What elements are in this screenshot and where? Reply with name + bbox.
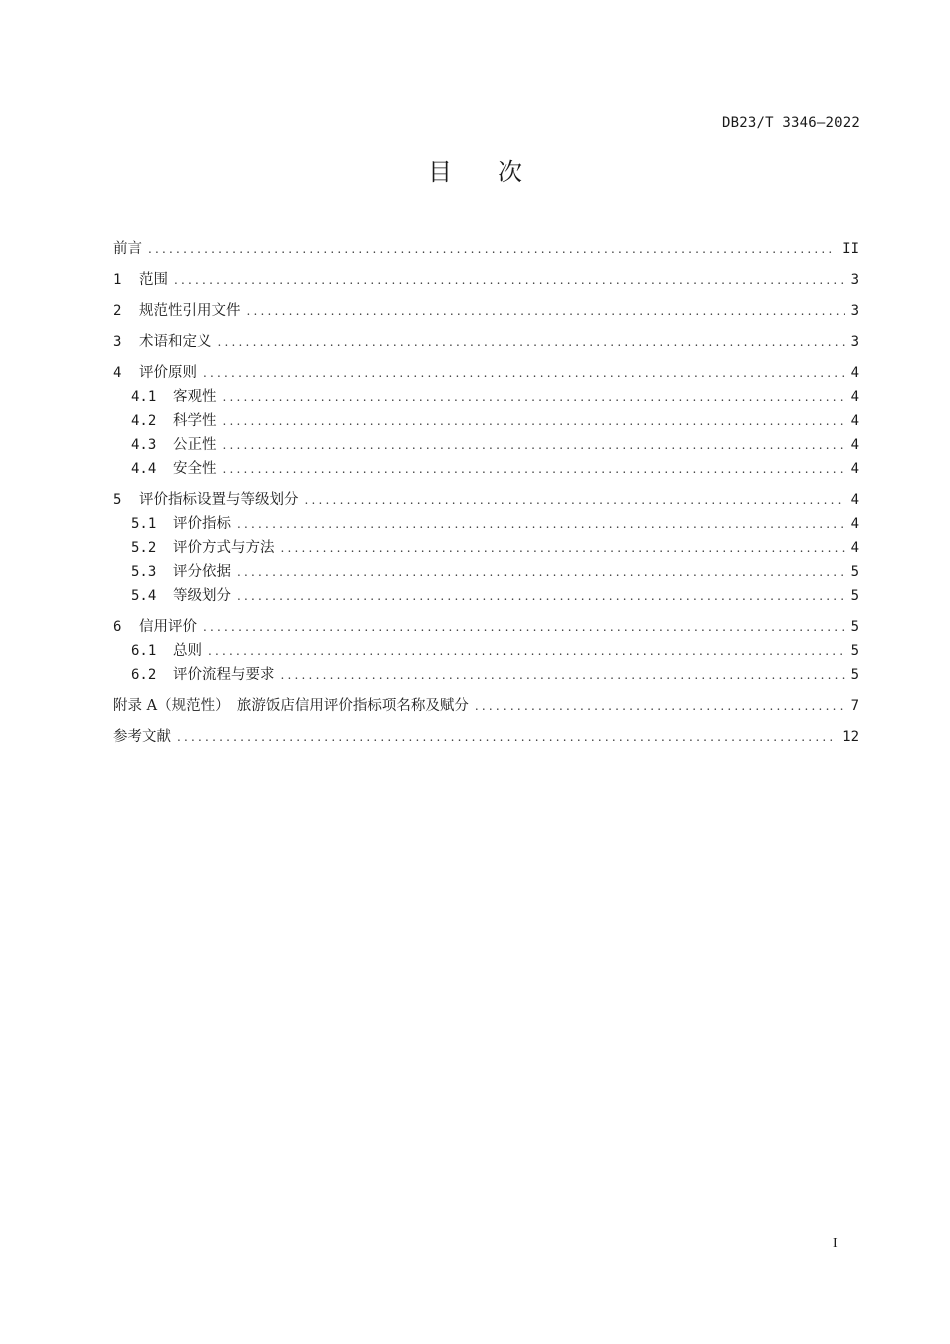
toc-entry-label: 总则 bbox=[173, 643, 202, 659]
toc-entry-page: 4 bbox=[850, 413, 859, 429]
toc-entry-appendix-a[interactable] bbox=[113, 696, 859, 716]
toc-dot-leader bbox=[237, 514, 845, 534]
toc-entry-4-2[interactable] bbox=[113, 411, 859, 431]
toc-entry-page: 7 bbox=[850, 698, 859, 714]
toc-entry-page: 4 bbox=[850, 516, 859, 532]
toc-dot-leader bbox=[281, 665, 845, 685]
toc-entry-number: 1 bbox=[113, 272, 122, 288]
toc-entry-5-3[interactable] bbox=[113, 562, 859, 582]
toc-entry-number: 6 bbox=[113, 619, 122, 635]
toc-entry-number: 3 bbox=[113, 334, 122, 350]
toc-entry-1[interactable] bbox=[113, 270, 859, 290]
toc-entry-label: 评分依据 bbox=[173, 564, 231, 580]
toc-dot-leader bbox=[203, 363, 845, 383]
toc-entry-page: 3 bbox=[850, 303, 859, 319]
toc-entry-page: 4 bbox=[850, 365, 859, 381]
toc-entry-page: 5 bbox=[850, 667, 859, 683]
toc-entry-number: 4.2 bbox=[131, 413, 157, 429]
toc-entry-page: 4 bbox=[850, 540, 859, 556]
toc-dot-leader bbox=[247, 301, 845, 321]
toc-entry-page: 4 bbox=[850, 461, 859, 477]
toc-entry-page: 3 bbox=[850, 334, 859, 350]
toc-entry-number: 6.1 bbox=[131, 643, 157, 659]
toc-entry-5-1[interactable] bbox=[113, 514, 859, 534]
toc-dot-leader bbox=[177, 727, 836, 747]
toc-entry-label: 规范性引用文件 bbox=[139, 303, 241, 319]
toc-dot-leader bbox=[203, 617, 845, 637]
toc-entry-page: 12 bbox=[842, 729, 859, 745]
toc-entry-6-1[interactable] bbox=[113, 641, 859, 661]
toc-entry-number: 4.1 bbox=[131, 389, 157, 405]
page-number: I bbox=[833, 1236, 838, 1251]
toc-dot-leader bbox=[223, 435, 845, 455]
toc-entry-page: 5 bbox=[850, 643, 859, 659]
toc-entry-page: 4 bbox=[850, 492, 859, 508]
toc-entry-foreword[interactable] bbox=[113, 239, 859, 259]
toc-dot-leader bbox=[208, 641, 845, 661]
toc-entry-references[interactable] bbox=[113, 727, 859, 747]
toc-entry-label: 信用评价 bbox=[139, 619, 197, 635]
toc-entry-number: 4.3 bbox=[131, 437, 157, 453]
toc-entry-label: 安全性 bbox=[173, 461, 217, 477]
toc-dot-leader bbox=[237, 586, 845, 606]
toc-dot-leader bbox=[218, 332, 845, 352]
toc-entry-page: 3 bbox=[850, 272, 859, 288]
toc-entry-5-4[interactable] bbox=[113, 586, 859, 606]
toc-dot-leader bbox=[237, 562, 845, 582]
document-code: DB23/T 3346—2022 bbox=[721, 115, 860, 131]
toc-title: 目次 bbox=[428, 158, 568, 186]
toc-entry-label: 科学性 bbox=[173, 413, 217, 429]
toc-entry-page: 4 bbox=[850, 389, 859, 405]
toc-entry-page: 5 bbox=[850, 588, 859, 604]
toc-dot-leader bbox=[174, 270, 845, 290]
toc-entry-page: 5 bbox=[850, 619, 859, 635]
toc-entry-4-3[interactable] bbox=[113, 435, 859, 455]
toc-dot-leader bbox=[475, 696, 845, 716]
toc-entry-label: 公正性 bbox=[173, 437, 217, 453]
toc-entry-number: 5.1 bbox=[131, 516, 157, 532]
toc-dot-leader bbox=[148, 239, 836, 259]
toc-entry-label: 客观性 bbox=[173, 389, 217, 405]
toc-entry-number: 4.4 bbox=[131, 461, 157, 477]
toc-entry-6[interactable] bbox=[113, 617, 859, 637]
toc-entry-4-4[interactable] bbox=[113, 459, 859, 479]
toc-entry-label: 前言 bbox=[113, 241, 142, 257]
toc-dot-leader bbox=[223, 387, 845, 407]
toc-dot-leader bbox=[281, 538, 845, 558]
toc-entry-label: 评价原则 bbox=[139, 365, 197, 381]
toc-entry-number: 4 bbox=[113, 365, 122, 381]
toc-entry-label: 评价指标设置与等级划分 bbox=[139, 492, 299, 508]
toc-entry-label: 评价方式与方法 bbox=[173, 540, 275, 556]
toc-entry-number: 6.2 bbox=[131, 667, 157, 683]
toc-entry-label: 等级划分 bbox=[173, 588, 231, 604]
toc-dot-leader bbox=[305, 490, 845, 510]
toc-entry-number: 5.3 bbox=[131, 564, 157, 580]
toc-entry-6-2[interactable] bbox=[113, 665, 859, 685]
toc-entry-label: 评价指标 bbox=[173, 516, 231, 532]
toc-entry-page: II bbox=[842, 241, 859, 257]
toc-entry-label: 参考文献 bbox=[113, 729, 171, 745]
toc-entry-page: 5 bbox=[850, 564, 859, 580]
toc-entry-number: 2 bbox=[113, 303, 122, 319]
table-of-contents bbox=[113, 239, 859, 747]
toc-entry-label: 评价流程与要求 bbox=[173, 667, 275, 683]
toc-entry-5[interactable] bbox=[113, 490, 859, 510]
toc-entry-2[interactable] bbox=[113, 301, 859, 321]
toc-entry-4-1[interactable] bbox=[113, 387, 859, 407]
toc-dot-leader bbox=[223, 459, 845, 479]
toc-entry-number: 5.2 bbox=[131, 540, 157, 556]
toc-entry-number: 5.4 bbox=[131, 588, 157, 604]
toc-entry-3[interactable] bbox=[113, 332, 859, 352]
toc-entry-number: 5 bbox=[113, 492, 122, 508]
toc-entry-5-2[interactable] bbox=[113, 538, 859, 558]
toc-entry-label: 范围 bbox=[139, 272, 168, 288]
toc-dot-leader bbox=[223, 411, 845, 431]
toc-entry-label: 附录 A（规范性） 旅游饭店信用评价指标项名称及赋分 bbox=[113, 698, 469, 714]
toc-entry-4[interactable] bbox=[113, 363, 859, 383]
toc-entry-page: 4 bbox=[850, 437, 859, 453]
toc-entry-label: 术语和定义 bbox=[139, 334, 212, 350]
